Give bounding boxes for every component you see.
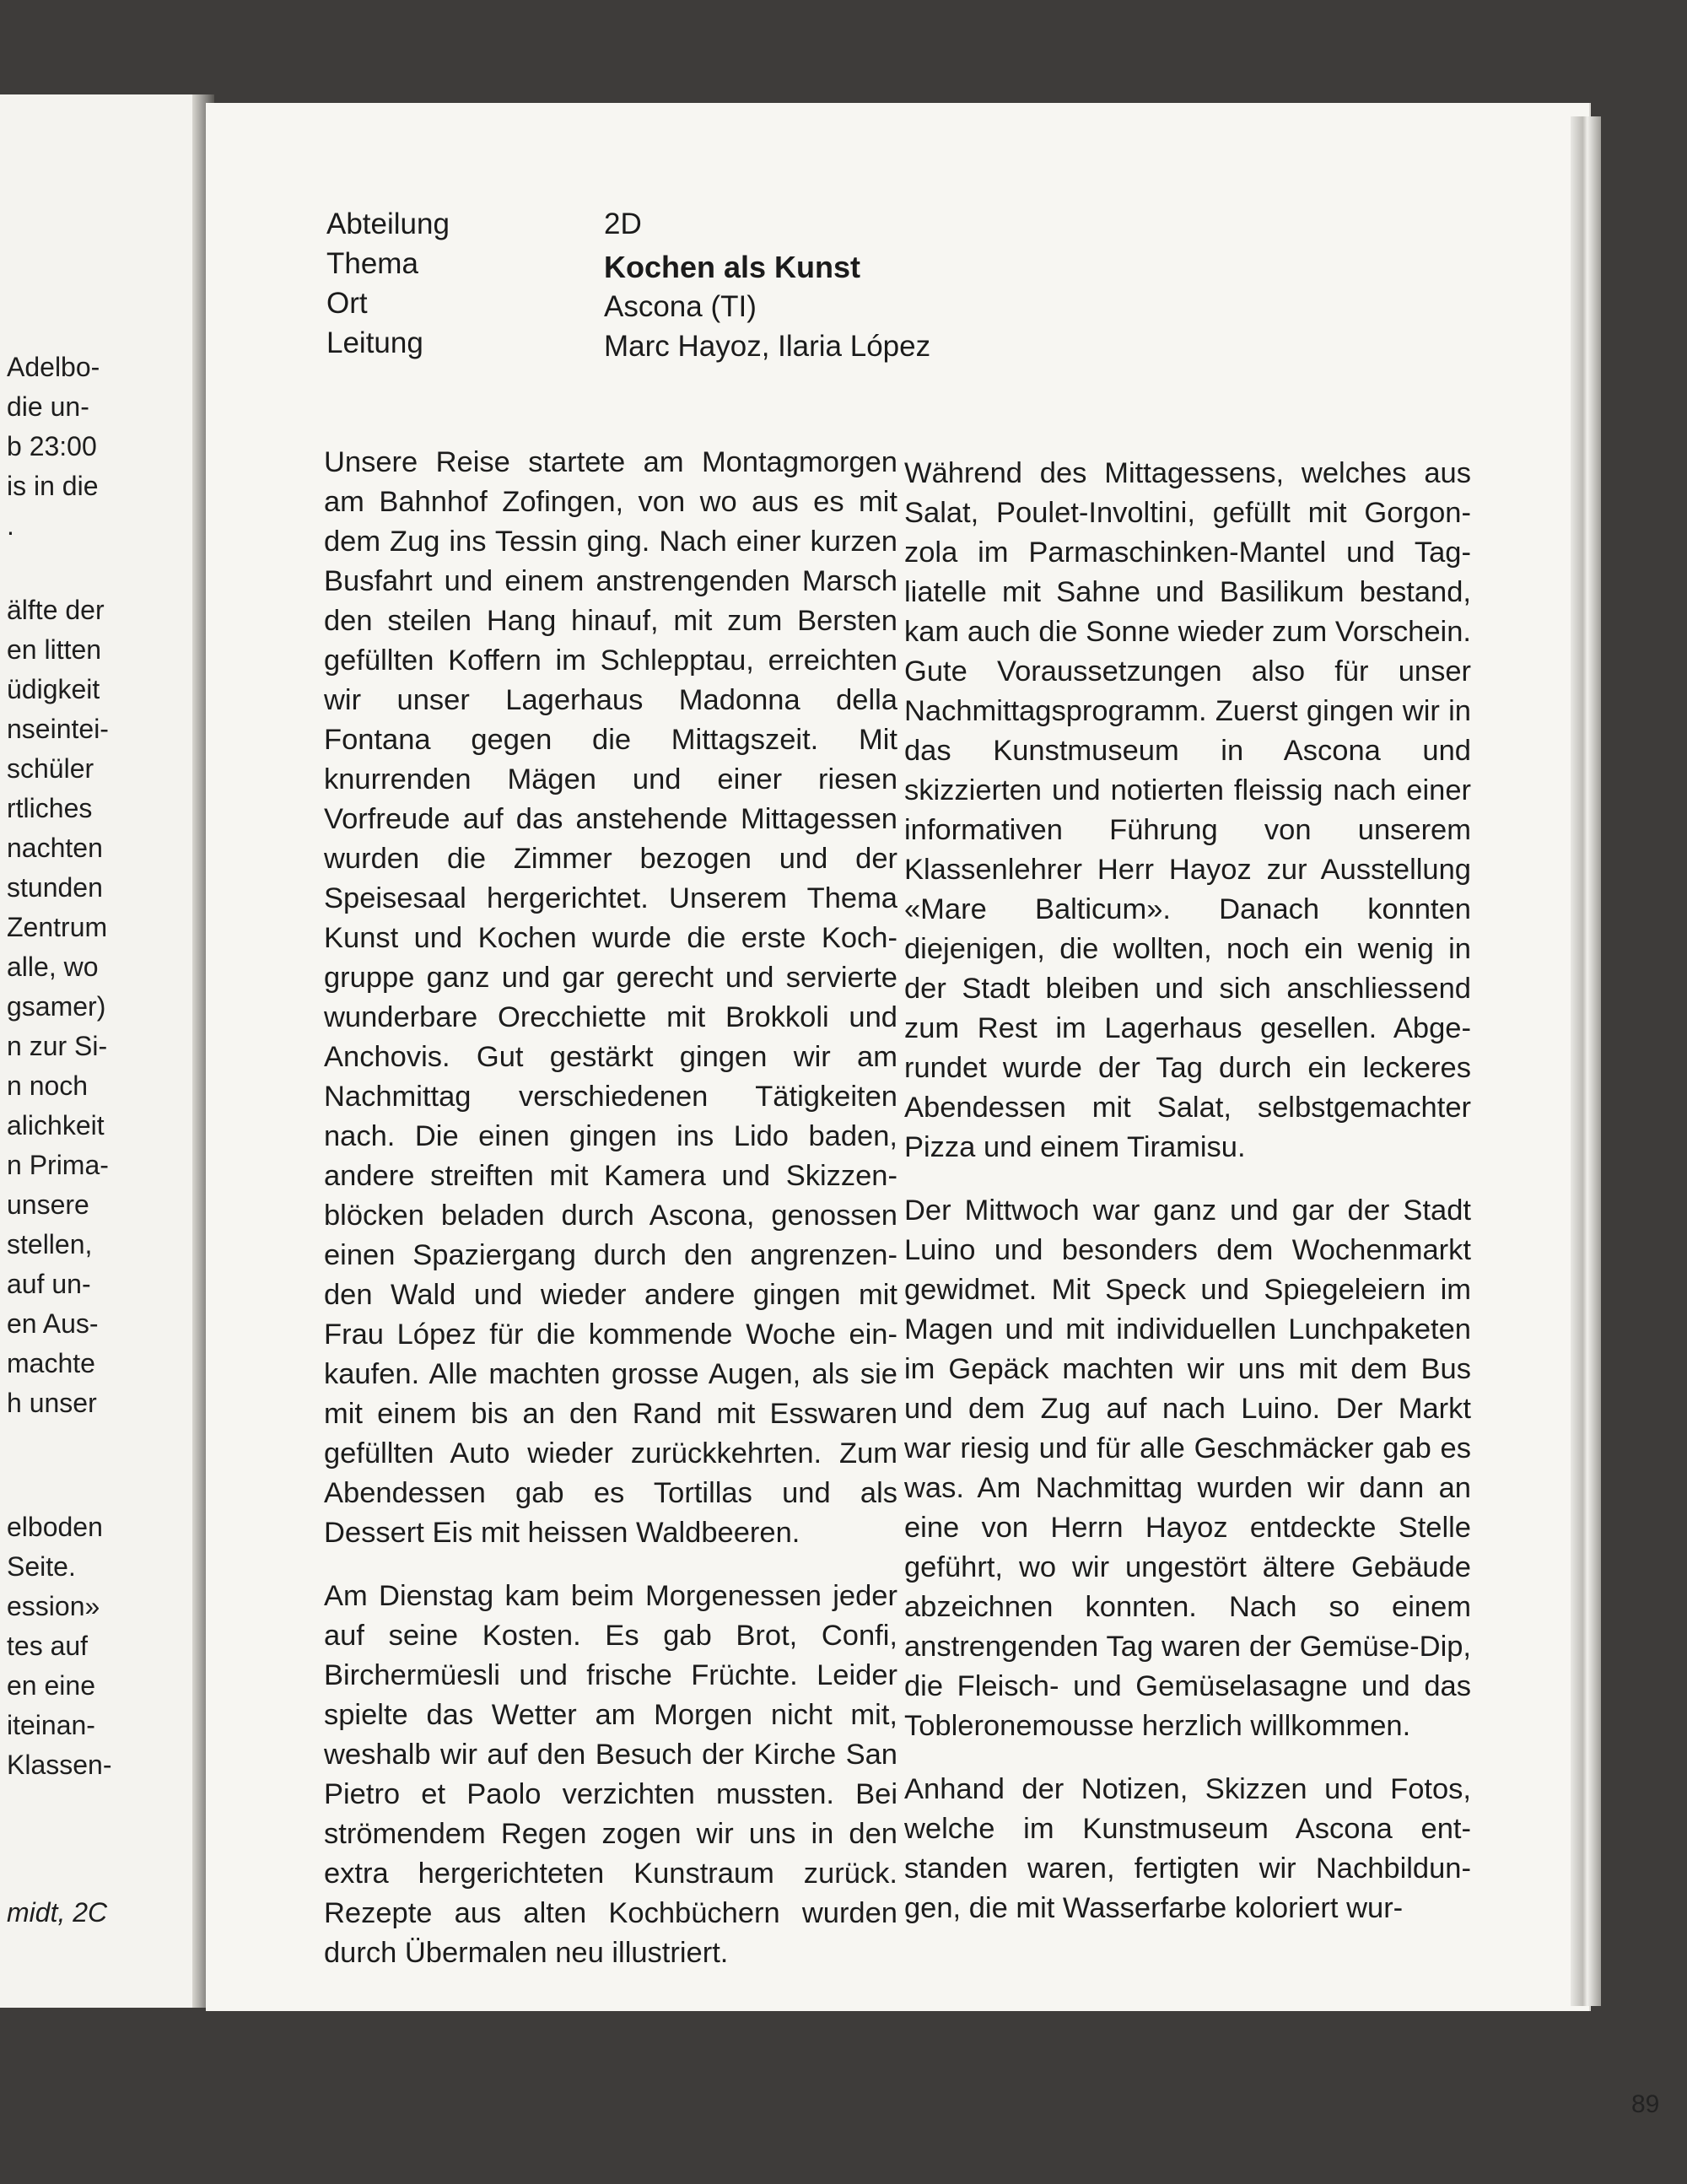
meta-label-location: Ort bbox=[326, 287, 368, 320]
meta-value-topic: Kochen als Kunst bbox=[604, 250, 861, 284]
previous-page-line: alichkeit bbox=[7, 1110, 105, 1141]
previous-page-line: is in die bbox=[7, 471, 99, 501]
previous-page-line: Adelbo- bbox=[7, 352, 100, 382]
paragraph: Anhand der Notizen, Skizzen und Fotos, welche im Kunstmuseum Ascona entstanden waren, fertigten wir Nachbildungen, die mit Wasserfarbe koloriert wur- bbox=[904, 1773, 1471, 1924]
paragraph: Am Dienstag kam beim Morgenessen jeder auf seine Kosten. Es gab Brot, Confi, Birchermüesli und frische Früchte. Leider spielte das Wetter am Morgen nicht mit, weshalb wir auf den Besuch der Kirche San Pietro et Paolo verzichten mussten. Bei strömendem Regen zogen wir uns in den extra hergerichteten Kunstraum zurück. Rezepte aus alten Kochbüchern wurden durch Übermalen neu illustriert. bbox=[324, 1580, 897, 1969]
previous-page-line: elboden bbox=[7, 1512, 103, 1542]
previous-page bbox=[0, 94, 199, 2008]
page-stack-edge bbox=[1571, 116, 1601, 2006]
meta-value-lead: Marc Hayoz, Ilaria López bbox=[604, 330, 931, 363]
previous-page-line: en eine bbox=[7, 1670, 95, 1701]
previous-page-line: unsere bbox=[7, 1189, 89, 1220]
previous-page-line: üdigkeit bbox=[7, 674, 100, 704]
previous-page-line: schüler bbox=[7, 753, 94, 784]
previous-page-line: nachten bbox=[7, 833, 103, 863]
page bbox=[206, 103, 1660, 2118]
paragraph: Während des Mittagessens, welches aus Salat, Poulet-Involtini, gefüllt mit Gorgonzola im Parmaschinken-Mantel und Tagliatelle mit Sahne und Basilikum bestand, kam auch die Sonne wieder zum Vorschein. Gute Voraussetzungen also für unser Nachmittagsprogramm. Zuerst gingen wir in das Kunstmuseum in Ascona und skizzierten und notierten fleissig nach einer informativen Führung von unserem Klassenlehrer Herr Hayoz zur Ausstellung «Mare Balticum». Danach konnten diejenigen, die wollten, noch ein wenig in der Stadt bleiben und sich anschliessend zum Rest im Lagerhaus gesellen. Abgerundet wurde der Tag durch ein leckeres Abendessen mit Salat, selbstgemachter Pizza und einem Tiramisu. bbox=[904, 457, 1471, 1163]
previous-page-line: rtliches bbox=[7, 793, 93, 823]
meta-label-topic: Thema bbox=[326, 247, 418, 280]
previous-page-line: n zur Si- bbox=[7, 1031, 108, 1061]
previous-page-line: die un- bbox=[7, 391, 89, 422]
meta-label-lead: Leitung bbox=[326, 326, 423, 359]
previous-page-line: en Aus- bbox=[7, 1308, 99, 1339]
page-number: 89 bbox=[1631, 2090, 1660, 2118]
previous-page-line: n Prima- bbox=[7, 1150, 109, 1180]
text-column-right bbox=[904, 454, 1471, 1952]
previous-page-line: auf un- bbox=[7, 1269, 91, 1299]
previous-page-line: Seite. bbox=[7, 1551, 76, 1582]
previous-page-line: stunden bbox=[7, 872, 103, 903]
previous-page-line: gsamer) bbox=[7, 991, 106, 1022]
previous-page-line: nseintei- bbox=[7, 714, 109, 744]
paragraph: Unsere Reise startete am Montagmorgen am Bahnhof Zofingen, von wo aus es mit dem Zug ins Tessin ging. Nach einer kurzen Busfahrt und einem anstrengenden Marsch den steilen Hang hinauf, mit zum Bersten gefüllten Koffern im Schlepptau, erreichten wir unser Lagerhaus Madonna della Fontana gegen die Mittagszeit. Mit knurrenden Mägen und einer riesen Vorfreude auf das anstehende Mittagessen wurden die Zimmer bezogen und der Speisesaal hergerichtet. Unserem Thema Kunst und Kochen wurde die erste Kochgruppe ganz und gar gerecht und servierte wunderbare Orecchiette mit Brokkoli und Anchovis. Gut gestärkt gingen wir am Nachmittag verschiedenen Tätigkeiten nach. Die einen gingen ins Lido baden, andere streiften mit Kamera und Skizzenblöcken beladen durch Ascona, genossen einen Spaziergang durch den angrenzenden Wald und wieder andere gingen mit Frau López für die kommende Woche einkaufen. Alle machten grosse Augen, als sie mit einem bis an den Rand mit Esswaren gefüllten Auto wieder zurückkehrten. Zum Abendessen gab es Tortillas und als Dessert Eis mit heissen Waldbeeren. bbox=[324, 446, 897, 1549]
previous-page-line: ession» bbox=[7, 1591, 100, 1621]
previous-page-line: älfte der bbox=[7, 595, 105, 625]
previous-page-line: stellen, bbox=[7, 1229, 93, 1259]
previous-page-line: midt, 2C bbox=[7, 1897, 108, 1928]
previous-page-line: Klassen- bbox=[7, 1750, 112, 1780]
previous-page-line: Zentrum bbox=[7, 912, 108, 942]
previous-page-line: en litten bbox=[7, 634, 102, 665]
previous-page-line: h unser bbox=[7, 1388, 97, 1418]
meta-value-location: Ascona (TI) bbox=[604, 290, 757, 323]
text-column-left bbox=[324, 443, 897, 1997]
paragraph: Der Mittwoch war ganz und gar der Stadt Luino und besonders dem Wochenmarkt gewidmet. Mit Speck und Spiegeleiern im Magen und mit individuellen Lunchpaketen im Gepäck machten wir uns mit dem Bus und dem Zug auf nach Luino. Der Markt war riesig und für alle Geschmäcker gab es was. Am Nachmittag wurden wir dann an eine von Herrn Hayoz entdeckte Stelle geführt, wo wir ungestört ältere Gebäude abzeichnen konnten. Nach so einem anstrengenden Tag waren der Gemüse-Dip, die Fleisch- und Gemüselasagne und das Tobleronemousse herzlich willkommen. bbox=[904, 1194, 1471, 1742]
previous-page-line: tes auf bbox=[7, 1631, 89, 1661]
meta-label-department: Abteilung bbox=[326, 208, 450, 240]
previous-page-line: . bbox=[7, 510, 14, 541]
previous-page-line: iteinan- bbox=[7, 1710, 95, 1740]
previous-page-line: machte bbox=[7, 1348, 95, 1378]
meta-value-department: 2D bbox=[604, 208, 642, 240]
previous-page-line: n noch bbox=[7, 1070, 89, 1101]
previous-page-line: b 23:00 bbox=[7, 431, 97, 461]
previous-page-line: alle, wo bbox=[7, 952, 99, 982]
